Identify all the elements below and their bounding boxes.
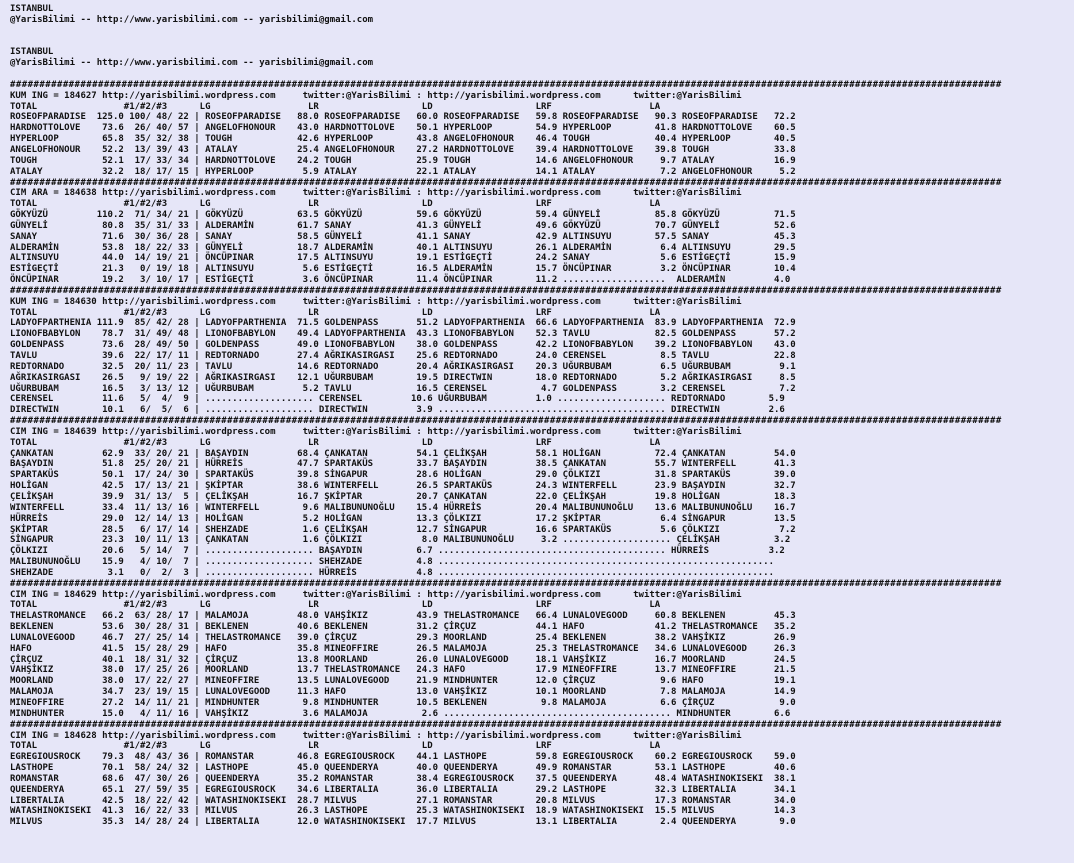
table-row: HARDNOTTOLOVE 73.6 26/ 40/ 57 | ANGELOFHONOUR 43.0 HARDNOTTOLOVE 50.1 HYPERLOOP 54.9 HYPERLOOP 41.8 HARDNOTTOLOVE 60.5 xyxy=(10,123,796,134)
section-separator: ######################################################################################################################################################################### xyxy=(10,79,1002,90)
table-row: HOLİGAN 42.5 17/ 13/ 21 | ŞKİPTAR 38.6 WINTERFELL 26.5 SPARTAKÜS 24.3 WINTERFELL 23.9 BAŞAYDIN 32.7 xyxy=(10,481,796,492)
table-row: SHEHZADE 3.1 0/ 2/ 3 | .................... HÜRREİS 4.8 .............................................................. xyxy=(10,567,775,578)
race-title-line: CIM ING = 184628 http://yarisbilimi.wordpress.com twitter:@YarisBilimi : http://yarisbilimi.wordpress.com twitter:@YarisBilimi xyxy=(10,730,742,741)
table-row: WINTERFELL 33.4 11/ 13/ 16 | WINTERFELL 9.6 MALIBUNUNOĞLU 15.4 HÜRREİS 20.4 MALIBUNUNOĞLU 13.6 MALIBUNUNOĞLU 16.7 xyxy=(10,502,796,513)
table-row: ALTINSUYU 44.0 14/ 19/ 21 | ÖNCÜPINAR 17.5 ALTINSUYU 19.1 ESTİGEÇTİ 24.2 SANAY 5.6 ESTİGEÇTİ 15.9 xyxy=(10,253,796,264)
race-section xyxy=(10,286,1074,416)
table-row: MINEOFFIRE 27.2 14/ 11/ 21 | MINDHUNTER 9.8 MINDHUNTER 10.5 BEKLENEN 9.8 MALAMOJA 6.6 ÇİRÇUZ 9.0 xyxy=(10,698,796,708)
table-row: GÖKYÜZÜ 110.2 71/ 34/ 21 | GÖKYÜZÜ 63.5 GÖKYÜZÜ 59.6 GÖKYÜZÜ 59.4 GÜNYELİ 85.8 GÖKYÜZÜ 71.5 xyxy=(10,210,796,221)
section-separator: ######################################################################################################################################################################### xyxy=(10,177,1002,188)
table-row: QUEENDERYA 65.1 27/ 59/ 35 | EGREGIOUSROCK 34.6 LIBERTALIA 36.0 LIBERTALIA 29.2 LASTHOPE 32.3 LIBERTALIA 34.1 xyxy=(10,784,796,795)
table-row: WATASHINOKISEKI 41.3 16/ 22/ 33 | MILVUS 26.3 LASTHOPE 25.3 WATASHINOKISEKI 18.9 WATASHINOKISEKI 15.5 MILVUS 14.3 xyxy=(10,806,796,817)
table-row: BEKLENEN 53.6 30/ 28/ 31 | BEKLENEN 40.6 BEKLENEN 31.2 ÇİRÇUZ 44.1 HAFO 41.2 THELASTROMANCE 35.2 xyxy=(10,622,796,633)
race-title-line: KUM ING = 184627 http://yarisbilimi.wordpress.com twitter:@YarisBilimi : http://yarisbilimi.wordpress.com twitter:@YarisBilimi xyxy=(10,90,742,101)
race-sections xyxy=(10,80,1074,828)
table-row: MILVUS 35.3 14/ 28/ 24 | LIBERTALIA 12.0 WATASHINOKISEKI 17.7 MILVUS 13.1 LIBERTALIA 2.4 QUEENDERYA 9.0 xyxy=(10,817,796,828)
report-header xyxy=(10,4,1074,80)
table-row: MALAMOJA 34.7 23/ 19/ 15 | LUNALOVEGOOD 11.3 HAFO 13.0 VAHŞİKIZ 10.1 MOORLAND 7.8 MALAMOJA 14.9 xyxy=(10,687,796,698)
column-header-line: TOTAL #1/#2/#3 LG LR LD LRF LA xyxy=(10,199,661,210)
table-row: GOLDENPASS 73.6 28/ 49/ 50 | GOLDENPASS 49.0 LIONOFBABYLON 38.0 GOLDENPASS 42.2 LIONOFBABYLON 39.2 LIONOFBABYLON 43.0 xyxy=(10,340,796,351)
table-row: UĞURBUBAM 16.5 3/ 13/ 12 | UĞURBUBAM 5.2 TAVLU 16.5 CERENSEL 4.7 GOLDENPASS 3.2 CERENSEL 7.2 xyxy=(10,383,796,394)
race-section xyxy=(10,579,1074,720)
table-row: HÜRREİS 29.0 12/ 14/ 13 | HOLİGAN 5.2 HOLİGAN 13.3 ÇÖLKIZI 17.2 ŞKİPTAR 6.4 SİNGAPUR 13.5 xyxy=(10,513,796,524)
table-row: REDTORNADO 32.5 20/ 11/ 23 | TAVLU 14.6 REDTORNADO 20.4 AĞRIKASIRGASI 20.3 UĞURBUBAM 6.5 UĞURBUBAM 9.1 xyxy=(10,361,796,372)
table-row: GÜNYELİ 80.8 35/ 31/ 33 | ALDERAMİN 61.7 SANAY 41.3 GÜNYELİ 49.6 GÖKYÜZÜ 70.7 GÜNYELİ 52.6 xyxy=(10,220,796,231)
table-row: ÇANKATAN 62.9 33/ 20/ 21 | BAŞAYDIN 68.4 ÇANKATAN 54.1 ÇELİKŞAH 58.1 HOLİGAN 72.4 ÇANKATAN 54.0 xyxy=(10,448,796,459)
table-row: ALDERAMİN 53.8 18/ 22/ 33 | GÜNYELİ 18.7 ALDERAMİN 40.1 ALTINSUYU 26.1 ALDERAMİN 6.4 ALTINSUYU 29.5 xyxy=(10,242,796,253)
table-row: SANAY 71.6 30/ 36/ 28 | SANAY 58.5 GÜNYELİ 41.1 SANAY 42.9 ALTINSUYU 57.5 SANAY 45.3 xyxy=(10,231,796,242)
table-row: ESTİGEÇTİ 21.3 0/ 19/ 18 | ALTINSUYU 5.6 ESTİGEÇTİ 16.5 ALDERAMİN 15.7 ÖNCÜPINAR 3.2 ÖNCÜPINAR 10.4 xyxy=(10,264,796,275)
race-section xyxy=(10,178,1074,286)
table-row: CERENSEL 11.6 5/ 4/ 9 | .................... CERENSEL 10.6 UĞURBUBAM 1.0 .................... REDTORNADO 5.9 xyxy=(10,394,785,405)
column-header-line: TOTAL #1/#2/#3 LG LR LD LRF LA xyxy=(10,307,661,318)
table-row: SİNGAPUR 23.3 10/ 11/ 13 | ÇANKATAN 1.6 ÇÖLKIZI 8.0 MALIBUNUNOĞLU 3.2 .................... ÇELİKŞAH 3.2 xyxy=(10,535,791,546)
header-line xyxy=(10,69,1074,80)
table-row: ROMANSTAR 68.6 47/ 30/ 26 | QUEENDERYA 35.2 ROMANSTAR 38.4 EGREGIOUSROCK 37.5 QUEENDERYA 48.4 WATASHINOKISEKI 38.1 xyxy=(10,773,796,784)
table-row: VAHŞİKIZ 38.0 17/ 25/ 26 | MOORLAND 13.7 THELASTROMANCE 24.3 HAFO 17.9 MINEOFFIRE 13.7 MINEOFFIRE 21.5 xyxy=(10,665,796,676)
race-section xyxy=(10,720,1074,828)
table-row: DIRECTWIN 10.1 6/ 5/ 6 | .................... DIRECTWIN 3.9 .......................................... DIRECTWIN 2.6 xyxy=(10,405,785,416)
table-row: ŞKİPTAR 28.5 6/ 17/ 14 | SHEHZADE 1.6 ÇELİKŞAH 12.7 SİNGAPUR 16.6 SPARTAKÜS 5.6 ÇÖLKIZI 7.2 xyxy=(10,524,796,535)
table-row: LADYOFPARTHENIA 111.9 85/ 42/ 28 | LADYOFPARTHENIA 71.5 GOLDENPASS 51.2 LADYOFPARTHENIA 66.6 LADYOFPARTHENIA 83.9 LADYOFPARTHENIA 72.9 xyxy=(10,318,796,329)
table-row: ÇELİKŞAH 39.9 31/ 13/ 5 | ÇELİKŞAH 16.7 ŞKİPTAR 20.7 ÇANKATAN 22.0 ÇELİKŞAH 19.8 HOLİGAN 18.3 xyxy=(10,491,796,502)
section-separator: ######################################################################################################################################################################### xyxy=(10,416,1002,427)
table-row: BAŞAYDIN 51.8 25/ 20/ 21 | HÜRREİS 47.7 SPARTAKÜS 33.7 BAŞAYDIN 38.5 ÇANKATAN 55.7 WINTERFELL 41.3 xyxy=(10,459,796,470)
table-row: LIBERTALIA 42.5 18/ 22/ 42 | WATASHINOKISEKI 28.7 MILVUS 27.1 ROMANSTAR 20.8 MILVUS 17.3 ROMANSTAR 34.0 xyxy=(10,795,796,806)
table-row: HYPERLOOP 65.8 35/ 32/ 38 | TOUGH 42.6 HYPERLOOP 43.8 ANGELOFHONOUR 46.4 TOUGH 40.4 HYPERLOOP 40.5 xyxy=(10,134,796,145)
header-line: @YarisBilimi -- http://www.yarisbilimi.com -- yarisbilimi@gmail.com xyxy=(10,58,374,69)
race-title-line: CIM ING = 184639 http://yarisbilimi.wordpress.com twitter:@YarisBilimi : http://yarisbilimi.wordpress.com twitter:@YarisBilimi xyxy=(10,426,742,437)
table-row: HAFO 41.5 15/ 28/ 29 | HAFO 35.8 MINEOFFIRE 26.5 MALAMOJA 25.3 THELASTROMANCE 34.6 LUNALOVEGOOD 26.3 xyxy=(10,643,796,654)
table-row: ÇİRÇUZ 40.1 18/ 31/ 32 | ÇİRÇUZ 13.8 MOORLAND 26.0 LUNALOVEGOOD 18.1 VAHŞİKIZ 16.7 MOORLAND 24.5 xyxy=(10,654,796,665)
race-section xyxy=(10,80,1074,178)
table-row: ATALAY 32.2 18/ 17/ 15 | HYPERLOOP 5.9 ATALAY 22.1 ATALAY 14.1 ATALAY 7.2 ANGELOFHONOUR 5.2 xyxy=(10,166,796,177)
race-section xyxy=(10,416,1074,579)
table-row: ROSEOFPARADISE 125.0 100/ 48/ 22 | ROSEOFPARADISE 88.0 ROSEOFPARADISE 60.0 ROSEOFPARADISE 59.8 ROSEOFPARADISE 90.3 ROSEOFPARADISE 72.2 xyxy=(10,112,796,123)
column-header-line: TOTAL #1/#2/#3 LG LR LD LRF LA xyxy=(10,600,661,611)
table-row: SPARTAKÜS 50.1 17/ 24/ 30 | SPARTAKÜS 39.8 SİNGAPUR 28.6 HOLİGAN 29.0 ÇÖLKIZI 31.8 SPARTAKÜS 39.0 xyxy=(10,470,796,481)
table-row: ANGELOFHONOUR 52.2 13/ 39/ 43 | ATALAY 25.4 ANGELOFHONOUR 27.2 HARDNOTTOLOVE 39.4 HARDNOTTOLOVE 39.8 TOUGH 33.8 xyxy=(10,144,796,155)
table-row: MALIBUNUNOĞLU 15.9 4/ 10/ 7 | .................... SHEHZADE 4.8 .............................................................. xyxy=(10,557,775,568)
table-row: TAVLU 39.6 22/ 17/ 11 | REDTORNADO 27.4 AĞRIKASIRGASI 25.6 REDTORNADO 24.0 CERENSEL 8.5 TAVLU 22.8 xyxy=(10,351,796,361)
table-row: MINDHUNTER 15.0 4/ 11/ 16 | VAHŞİKIZ 3.6 MALAMOJA 2.6 .......................................... MINDHUNTER 6.6 xyxy=(10,708,791,719)
table-row: ÖNCÜPINAR 19.2 3/ 10/ 17 | ESTİGEÇTİ 3.6 ÖNCÜPINAR 11.4 ÖNCÜPINAR 11.2 ................... ALDERAMİN 4.0 xyxy=(10,275,791,286)
header-line xyxy=(10,26,1074,37)
table-row: EGREGIOUSROCK 79.3 48/ 43/ 36 | ROMANSTAR 46.8 EGREGIOUSROCK 44.1 LASTHOPE 59.8 EGREGIOUSROCK 60.2 EGREGIOUSROCK 59.0 xyxy=(10,752,796,763)
table-row: LUNALOVEGOOD 46.7 27/ 25/ 14 | THELASTROMANCE 39.0 ÇİRÇUZ 29.3 MOORLAND 25.4 BEKLENEN 38.2 VAHŞİKIZ 26.9 xyxy=(10,632,796,643)
race-title-line: KUM ING = 184630 http://yarisbilimi.wordpress.com twitter:@YarisBilimi : http://yarisbilimi.wordpress.com twitter:@YarisBilimi xyxy=(10,296,742,307)
header-line: ISTANBUL xyxy=(10,47,54,58)
header-line: ISTANBUL xyxy=(10,4,54,14)
table-row: LIONOFBABYLON 78.7 31/ 49/ 48 | LIONOFBABYLON 49.4 LADYOFPARTHENIA 43.3 LIONOFBABYLON 52.3 TAVLU 82.5 GOLDENPASS 57.2 xyxy=(10,329,796,340)
header-line: @YarisBilimi -- http://www.yarisbilimi.com -- yarisbilimi@gmail.com xyxy=(10,14,374,25)
table-row: THELASTROMANCE 66.2 63/ 28/ 17 | MALAMOJA 48.0 VAHŞİKIZ 43.9 THELASTROMANCE 66.4 LUNALOVEGOOD 60.8 BEKLENEN 45.3 xyxy=(10,611,796,622)
table-row: LASTHOPE 70.1 58/ 24/ 32 | LASTHOPE 45.0 QUEENDERYA 40.0 QUEENDERYA 49.9 ROMANSTAR 53.1 LASTHOPE 40.6 xyxy=(10,763,796,774)
column-header-line: TOTAL #1/#2/#3 LG LR LD LRF LA xyxy=(10,437,661,448)
column-header-line: TOTAL #1/#2/#3 LG LR LD LRF LA xyxy=(10,741,661,752)
race-title-line: CIM ARA = 184638 http://yarisbilimi.wordpress.com twitter:@YarisBilimi : http://yarisbilimi.wordpress.com twitter:@YarisBilimi xyxy=(10,188,742,199)
section-separator: ######################################################################################################################################################################### xyxy=(10,719,1002,730)
section-separator: ######################################################################################################################################################################### xyxy=(10,578,1002,589)
table-row: TOUGH 52.1 17/ 33/ 34 | HARDNOTTOLOVE 24.2 TOUGH 25.9 TOUGH 14.6 ANGELOFHONOUR 9.7 ATALAY 16.9 xyxy=(10,155,796,166)
table-row: ÇÖLKIZI 20.6 5/ 14/ 7 | .................... BAŞAYDIN 6.7 .......................................... HÜRREİS 3.2 xyxy=(10,546,785,557)
table-row: MOORLAND 38.0 17/ 22/ 27 | MINEOFFIRE 13.5 LUNALOVEGOOD 21.9 MINDHUNTER 12.0 ÇİRÇUZ 9.6 HAFO 19.1 xyxy=(10,676,796,687)
column-header-line: TOTAL #1/#2/#3 LG LR LD LRF LA xyxy=(10,101,661,112)
table-row: AĞRIKASIRGASI 26.5 9/ 19/ 22 | AĞRIKASIRGASI 12.1 UĞURBUBAM 19.5 DIRECTWIN 18.0 REDTORNADO 5.2 AĞRIKASIRGASI 8.5 xyxy=(10,372,796,383)
section-separator: ######################################################################################################################################################################### xyxy=(10,285,1002,296)
header-line xyxy=(10,37,1074,48)
race-title-line: CIM ING = 184629 http://yarisbilimi.wordpress.com twitter:@YarisBilimi : http://yarisbilimi.wordpress.com twitter:@YarisBilimi xyxy=(10,589,742,600)
